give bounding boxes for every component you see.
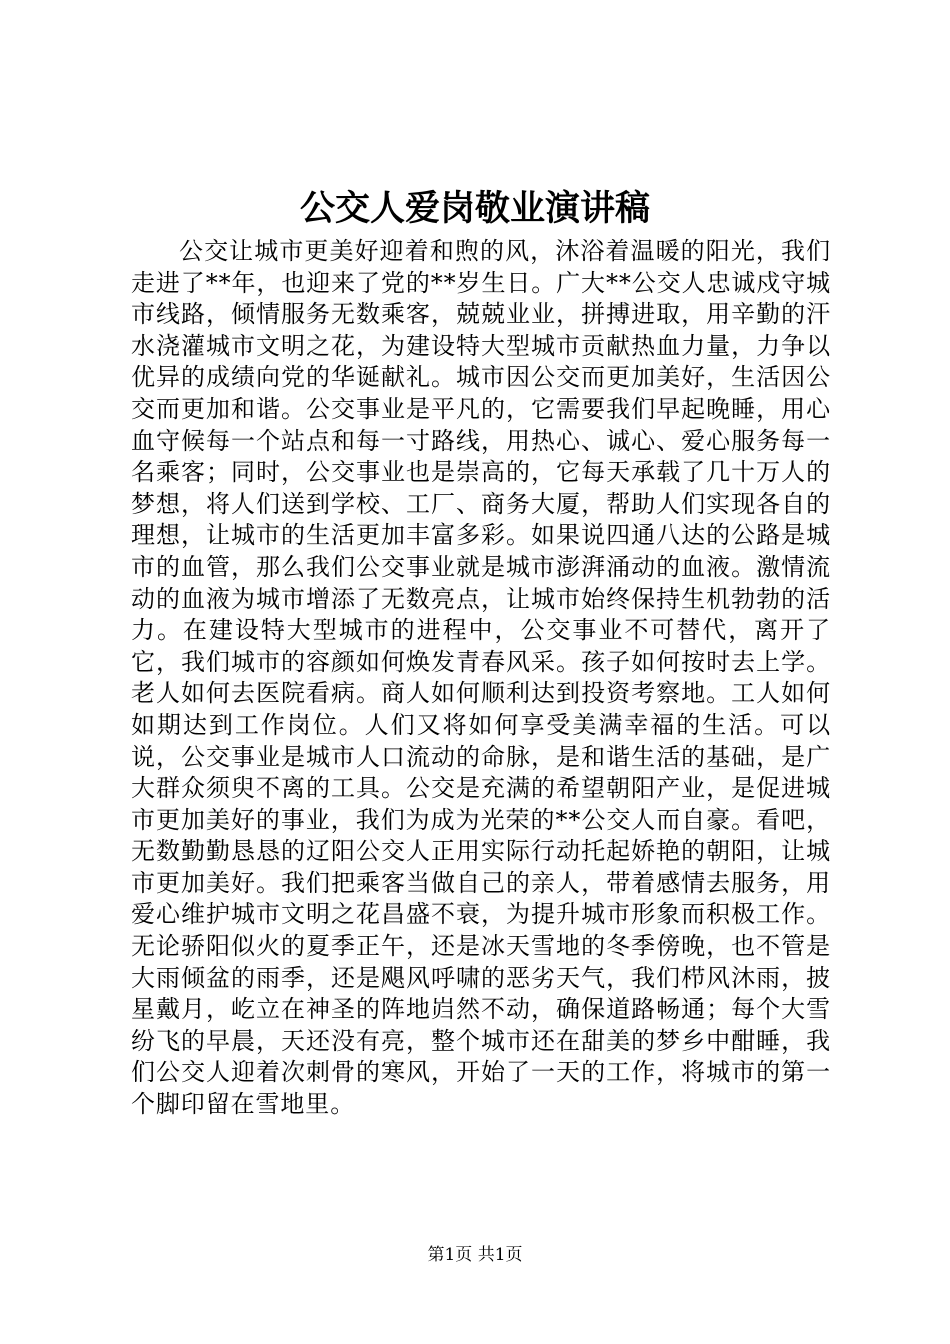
document-title: 公交人爱岗敬业演讲稿 [299, 188, 650, 229]
page-footer: 第1页 共1页 [427, 1245, 523, 1265]
document-body: 公交让城市更美好迎着和煦的风，沐浴着温暖的阳光，我们走进了**年，也迎来了党的**岁生日。广大**公交人忠诚戍守城市线路，倾情服务无数乘客，兢兢业业，拼搏进取，用辛勤的汗水浇灌城市文明之花，为建设特大型城市贡献热血力量，力争以优异的成绩向党的华诞献礼。城市因公交而更加美好，生活因公交而更加和谐。公交事业是平凡的，它需要我们早起晚睡，用心血守候每一个站点和每一寸路线，用热心、诚心、爱心服务每一名乘客；同时，公交事业也是崇高的，它每天承载了几十万人的梦想，将人们送到学校、工厂、商务大厦，帮助人们实现各自的理想，让城市的生活更加丰富多彩。如果说四通八达的公路是城市的血管，那么我们公交事业就是城市澎湃涌动的血液。激情流动的血液为城市增添了无数亮点，让城市始终保持生机勃勃的活力。在建设特大型城市的进程中，公交事业不可替代，离开了它，我们城市的容颜如何焕发青春风采。孩子如何按时去上学。老人如何去医院看病。商人如何顺利达到投资考察地。工人如何如期达到工作岗位。人们又将如何享受美满幸福的生活。可以说，公交事业是城市人口流动的命脉，是和谐生活的基础，是广大群众须臾不离的工具。公交是充满的希望朝阳产业，是促进城市更加美好的事业，我们为成为光荣的**公交人而自豪。看吧，无数勤勤恳恳的辽阳公交人正用实际行动托起娇艳的朝阳，让城市更加美好。我们把乘客当做自己的亲人，带着感情去服务，用爱心维护城市文明之花昌盛不衰，为提升城市形象而积极工作。无论骄阳似火的夏季正午，还是冰天雪地的冬季傍晚，也不管是大雨倾盆的雨季，还是飓风呼啸的恶劣天气，我们栉风沐雨，披星戴月，屹立在神圣的阵地岿然不动，确保道路畅通；每个大雪纷飞的早晨，天还没有亮，整个城市还在甜美的梦乡中酣睡，我们公交人迎着次刺骨的寒风，开始了一天的工作，将城市的第一个脚印留在雪地里。 [131, 237, 831, 1119]
